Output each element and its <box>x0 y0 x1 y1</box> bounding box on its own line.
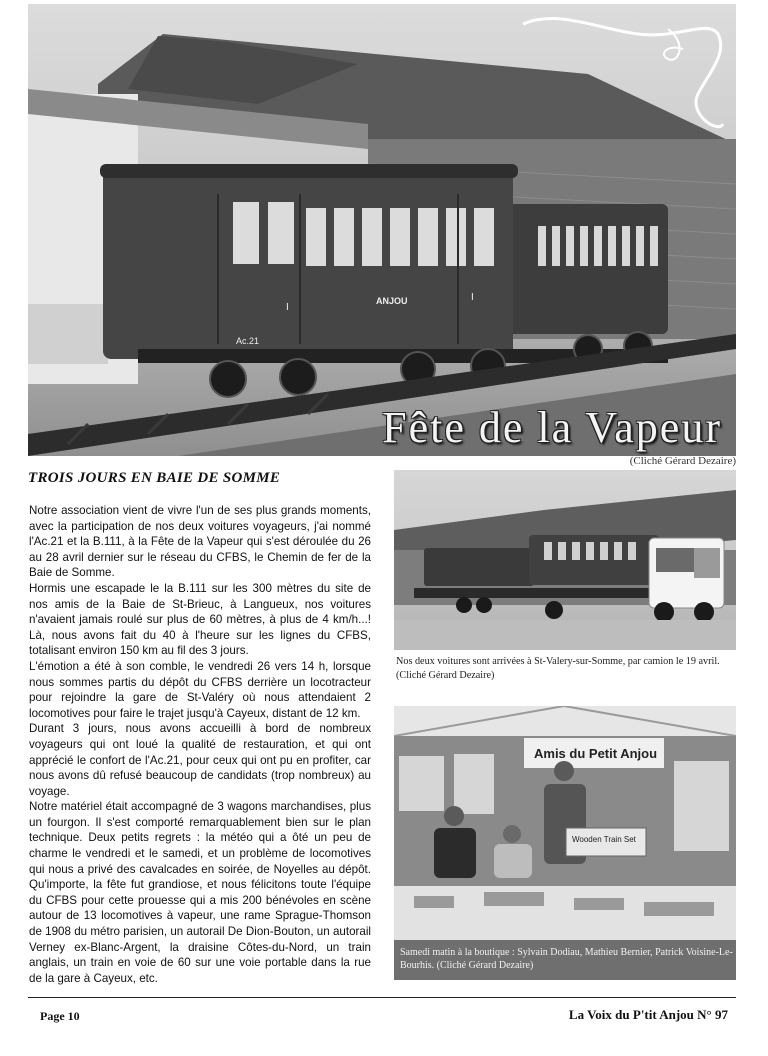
coach-marking-class: I <box>286 302 289 313</box>
booth-photo <box>394 706 736 980</box>
article-paragraph: Notre association vient de vivre l'un de ses plus grands moments, avec la participation de nos deux voitures voyageurs, j'ai nommé l'Ac.21 et la B.111, à la Fête de la Vapeur qui s'est déroulée du 26 au 28 avril dernier sur le réseau du CFBS, le Chemin de fer de la Baie de Somme. <box>29 504 371 580</box>
booth-photo-scene <box>394 706 736 980</box>
truck-photo-scene <box>394 470 736 650</box>
article-paragraph: Notre matériel était accompagné de 3 wagons marchandises, plus un fourgon. Il s'est comporté remarquablement bien sur le plan technique. Deux petits regrets : la météo qui a ôté un peu de charme le vendredi et le samedi, et un problème de locomotives qui nous a privé des cavalcades en soirée, de Noyelles au dépôt. Qu'importe, la fête fut grandiose, et nous félicitons toute l'équipe du CFBS pour cette prouesse qui a mis 200 bénévoles en scène autour de 13 locomotives à vapeur, une rame Sprague-Thomson de 1908 du métro parisien, un autorail De Dion-Bouton, un autorail Verney ex-Blanc-Argent, la draisine Côtes-du-Nord, un train anglais, un train en voie de 60 sur une voie portable dans la rue de la gare à Cayeux, etc. <box>29 800 371 985</box>
hero-photo-caption: (Cliché Gérard Dezaire) <box>629 455 736 467</box>
article-paragraph: Hormis une escapade le la B.111 sur les 300 mètres du site de nos amis de la Baie de St-Brieuc, à Langueux, nos voitures n'avaient jamais roulé sur plus de 60 mètres, à plus de 4 km/h...! Là, nous avons fait du 40 à l'heure sur les lignes du CFBS, totalisant environ 150 km au fil des 3 jours. <box>29 581 371 658</box>
article-paragraph: Durant 3 jours, nous avons accueilli à bord de nombreux voyageurs qui ont loué la qualité de restauration, et qui ont apprécié le confort de l'Ac.21, pour ceux qui ont pu en profiter, car nous avons dû refusé beaucoup de candidats (trop nombreux) au voyage. <box>29 722 371 798</box>
hero-photo-scene <box>28 4 736 456</box>
article-paragraph: L'émotion a été à son comble, le vendredi 26 vers 14 h, lorsque nous sommes partis du dépôt du CFBS derrière un locotracteur pour rejoindre la gare de St-Valéry où nous attendaient 2 locomotives pour faire le trajet jusqu'à Cayeux, distant de 12 km. <box>29 659 371 720</box>
coach-marking-class-2: I <box>471 292 474 303</box>
hero-photo <box>28 4 736 456</box>
hero-title: Fête de la Vapeur <box>382 403 722 452</box>
booth-box-label: Wooden Train Set <box>572 835 636 844</box>
truck-photo <box>394 470 736 650</box>
booth-photo-caption: Samedi matin à la boutique : Sylvain Dodiau, Mathieu Bernier, Patrick Voisine-Le-Bourhis. (Cliché Gérard Dezaire) <box>400 947 733 971</box>
coach-marking-number: Ac.21 <box>236 336 260 346</box>
publication-title: La Voix du P'tit Anjou N° 97 <box>568 1007 728 1022</box>
booth-banner: Amis du Petit Anjou <box>534 746 658 761</box>
truck-photo-caption: Nos deux voitures sont arrivées à St-Valery-sur-Somme, par camion le 19 avril. (Cliché Gérard Dezaire) <box>396 656 720 681</box>
article-heading: TROIS JOURS EN BAIE DE SOMME <box>28 470 281 486</box>
article-body <box>29 503 371 986</box>
footer-rule <box>28 997 736 998</box>
page-number: Page 10 <box>40 1009 80 1023</box>
coach-marking-anjou: ANJOU <box>376 296 408 306</box>
